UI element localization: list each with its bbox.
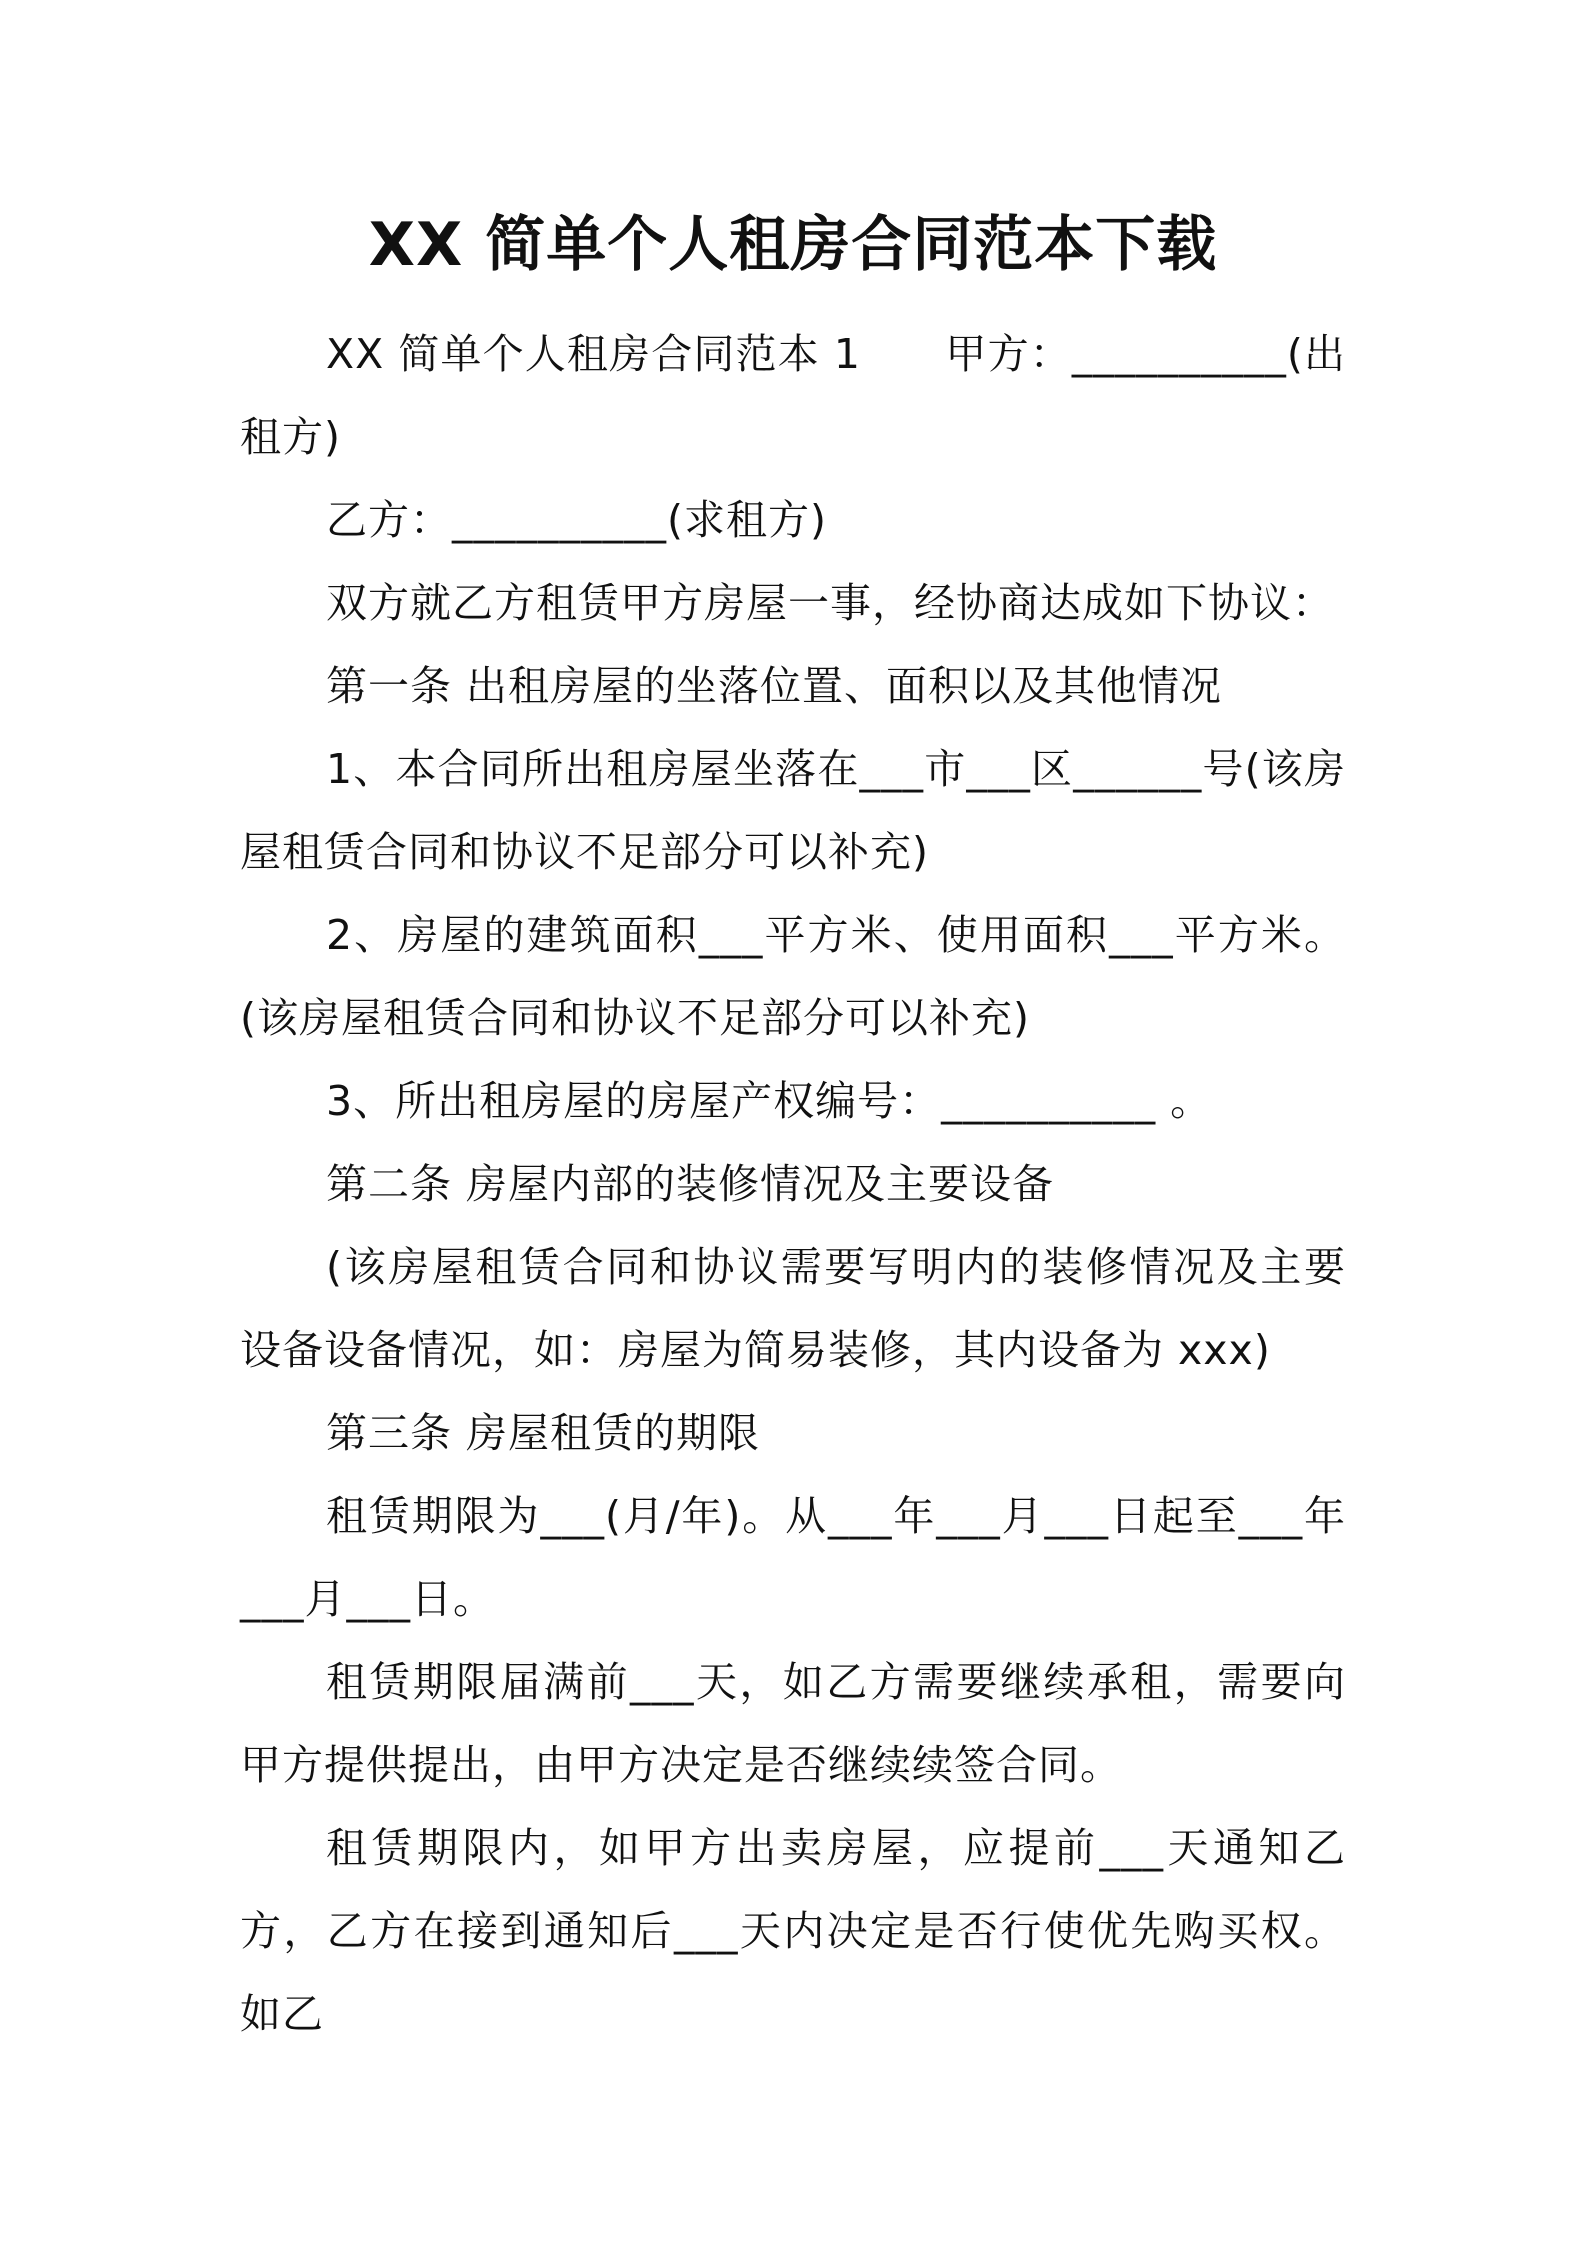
document-body — [240, 313, 1346, 2056]
article-1-item-2: 2、房屋的建筑面积___平方米、使用面积___平方米。(该房屋租赁合同和协议不足部分可以补充) — [240, 911, 1346, 1042]
article-3-term: 租赁期限为___(月/年)。从___年___月___日起至___年___月___日。 — [240, 1492, 1346, 1623]
article-2-heading: 第二条 房屋内部的装修情况及主要设备 — [326, 1160, 1055, 1208]
article-1-heading: 第一条 出租房屋的坐落位置、面积以及其他情况 — [326, 662, 1223, 710]
article-3-sale-clause: 租赁期限内，如甲方出卖房屋，应提前___天通知乙方，乙方在接到通知后___天内决定是否行使优先购买权。如乙 — [240, 1824, 1346, 2038]
document-title: XX 简单个人租房合同范本下载 — [368, 210, 1218, 280]
paragraph-intro-party-a: XX 简单个人租房合同范本 1 甲方：__________(出租方) — [240, 330, 1346, 461]
paragraph-agreement: 双方就乙方租赁甲方房屋一事，经协商达成如下协议： — [326, 579, 1334, 627]
article-3-renewal: 租赁期限届满前___天，如乙方需要继续承租，需要向甲方提供提出，由甲方决定是否继续续签合同。 — [240, 1658, 1346, 1789]
article-2-note: (该房屋租赁合同和协议需要写明内的装修情况及主要设备设备情况，如：房屋为简易装修，其内设备为 xxx) — [240, 1243, 1346, 1374]
article-1-item-1: 1、本合同所出租房屋坐落在___市___区______号(该房屋租赁合同和协议不足部分可以补充) — [240, 745, 1346, 876]
article-1-item-3: 3、所出租房屋的房屋产权编号：__________ 。 — [326, 1077, 1213, 1125]
paragraph-party-b: 乙方：__________(求租方) — [326, 496, 827, 544]
article-3-heading: 第三条 房屋租赁的期限 — [326, 1409, 761, 1457]
